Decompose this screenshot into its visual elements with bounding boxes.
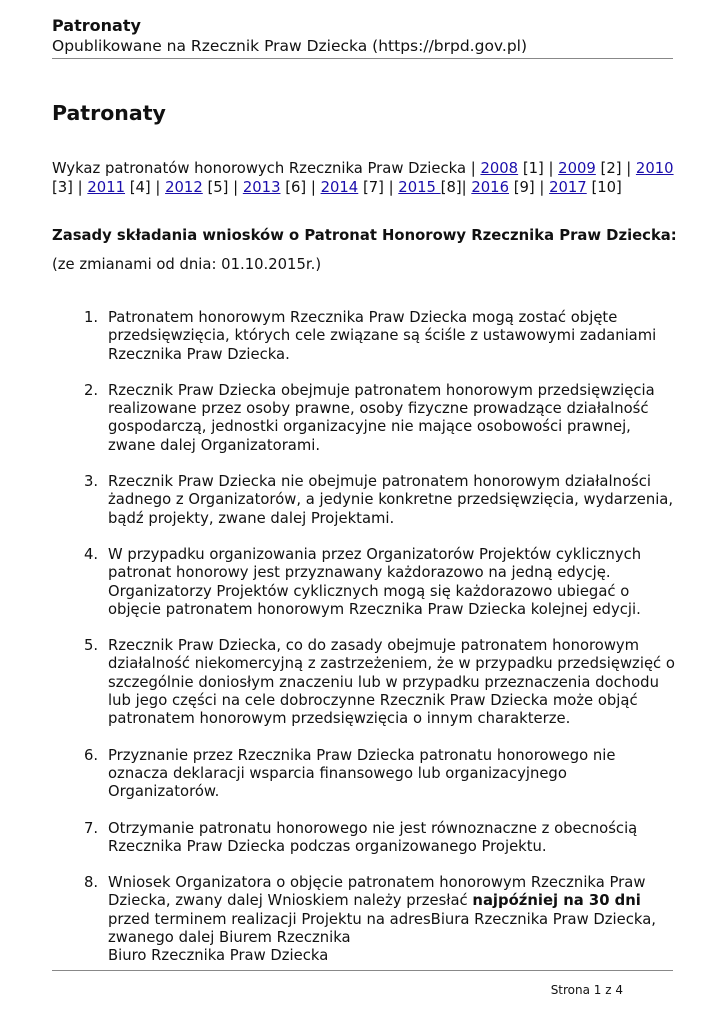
- year-ref: [3] |: [52, 179, 88, 196]
- year-link-2013[interactable]: 2013: [242, 179, 281, 196]
- rule-number: 2.: [84, 381, 99, 399]
- year-link-2012[interactable]: 2012: [165, 179, 203, 196]
- rule-item: [84, 309, 679, 364]
- year-ref: [4] |: [125, 179, 166, 196]
- years-list-paragraph: [52, 159, 677, 197]
- rule-number: 6.: [84, 746, 99, 764]
- year-ref: [6] |: [280, 179, 321, 196]
- rule-text: Rzecznik Praw Dziecka obejmuje patronatem honorowym przedsięwzięcia realizowane przez osoby prawne, osoby fizyczne prowadzące działalność gospodarczą, jednostki organizacyjne nie mające osobowości prawnej, zwane dalej Organizatorami.: [108, 381, 655, 454]
- rule-item: [84, 546, 679, 619]
- rules-list: [84, 309, 679, 984]
- year-ref: [2] |: [595, 160, 636, 177]
- year-link-2008[interactable]: 2008: [480, 160, 519, 177]
- footer-divider: [52, 970, 673, 971]
- year-ref: [7] |: [358, 179, 399, 196]
- year-link-2015[interactable]: 2015: [398, 179, 441, 196]
- rule-text: Patronatem honorowym Rzecznika Praw Dziecka mogą zostać objęte przedsięwzięcia, których cele związane są ściśle z ustawowymi zadaniami Rzecznika Praw Dziecka.: [108, 309, 657, 363]
- rule-text: Rzecznik Praw Dziecka, co do zasady obejmuje patronatem honorowym działalność niekomercyjną z zastrzeżeniem, że w przypadku przedsięwzięć o szczególnie doniosłym znaczeniu lub w przypadku przeznaczenia dochodu lub jego części na cele dobroczynne Rzecznik Praw Dziecka może objąć patronatem honorowym przedsięwzięcia o innym charakterze.: [108, 637, 675, 728]
- header-source: Opublikowane na Rzecznik Praw Dziecka (https://brpd.gov.pl): [52, 37, 528, 55]
- rule-number: 3.: [84, 473, 99, 491]
- year-link-2009[interactable]: 2009: [558, 160, 596, 177]
- year-ref: [10]: [586, 179, 622, 196]
- year-link-2017[interactable]: 2017: [549, 179, 587, 196]
- year-link-2014[interactable]: 2014: [320, 179, 359, 196]
- rule-number: 8.: [84, 874, 99, 892]
- years-intro: Wykaz patronatów honorowych Rzecznika Praw Dziecka |: [52, 160, 481, 177]
- rule-number: 7.: [84, 819, 99, 837]
- header-divider: [52, 58, 673, 59]
- year-ref: [5] |: [202, 179, 243, 196]
- rule-number: 1.: [84, 309, 99, 326]
- rule-item-8: [84, 874, 679, 965]
- year-ref: [8]|: [440, 179, 472, 196]
- rule-item: [84, 473, 679, 528]
- rule-item: [84, 637, 679, 728]
- document-header: [52, 16, 673, 56]
- rule-item: [84, 747, 679, 802]
- page-title: Patronaty: [52, 101, 166, 125]
- office-address-line: Biuro Rzecznika Praw Dziecka: [108, 947, 329, 965]
- rule-item: [84, 382, 679, 455]
- amendment-note: (ze zmianami od dnia: 01.10.2015r.): [52, 256, 322, 273]
- deadline-emphasis: najpóźniej na 30 dni: [472, 892, 641, 910]
- rule-number: 5.: [84, 637, 99, 655]
- year-link-2011[interactable]: 2011: [87, 179, 126, 196]
- rule-text: Otrzymanie patronatu honorowego nie jest równoznaczne z obecnością Rzecznika Praw Dziecka podczas organizowanego Projektu.: [108, 819, 638, 855]
- rule-text: Przyznanie przez Rzecznika Praw Dziecka patronatu honorowego nie oznacza deklaracji wsparcia finansowego lub organizacyjnego Organizatorów.: [108, 746, 616, 801]
- year-link-2016[interactable]: 2016: [471, 179, 509, 196]
- header-title: Patronaty: [52, 16, 141, 35]
- rule-number: 4.: [84, 545, 99, 563]
- rule-text: W przypadku organizowania przez Organizatorów Projektów cyklicznych patronat honorowy jest przyznawany każdorazowo na jedną edycję. Organizatorzy Projektów cyklicznych mogą się każdorazowo ubiegać o objęcie patronatem honorowym Rzecznika Praw Dziecka kolejnej edycji.: [108, 545, 642, 618]
- rule-text: Rzecznik Praw Dziecka nie obejmuje patronatem honorowym działalności żadnego z Organizatorów, a jedynie konkretne przedsięwzięcia, wydarzenia, bądź projekty, zwane dalej Projektami.: [108, 473, 674, 527]
- rules-heading: Zasady składania wniosków o Patronat Honorowy Rzecznika Praw Dziecka:: [52, 227, 677, 244]
- rule-item: [84, 820, 679, 857]
- page-number: Strona 1 z 4: [550, 983, 623, 997]
- year-ref: [9] |: [509, 179, 550, 196]
- rule-text: Wniosek Organizatora o objęcie patronatem honorowym Rzecznika Praw Dziecka, zwany dalej Wnioskiem należy przesłać: [108, 874, 646, 910]
- year-ref: [1] |: [518, 160, 559, 177]
- rule-text-continued: przed terminem realizacji Projektu na adresBiura Rzecznika Praw Dziecka, zwanego dalej Biurem Rzecznika: [108, 910, 656, 947]
- year-link-2010[interactable]: 2010: [635, 160, 674, 177]
